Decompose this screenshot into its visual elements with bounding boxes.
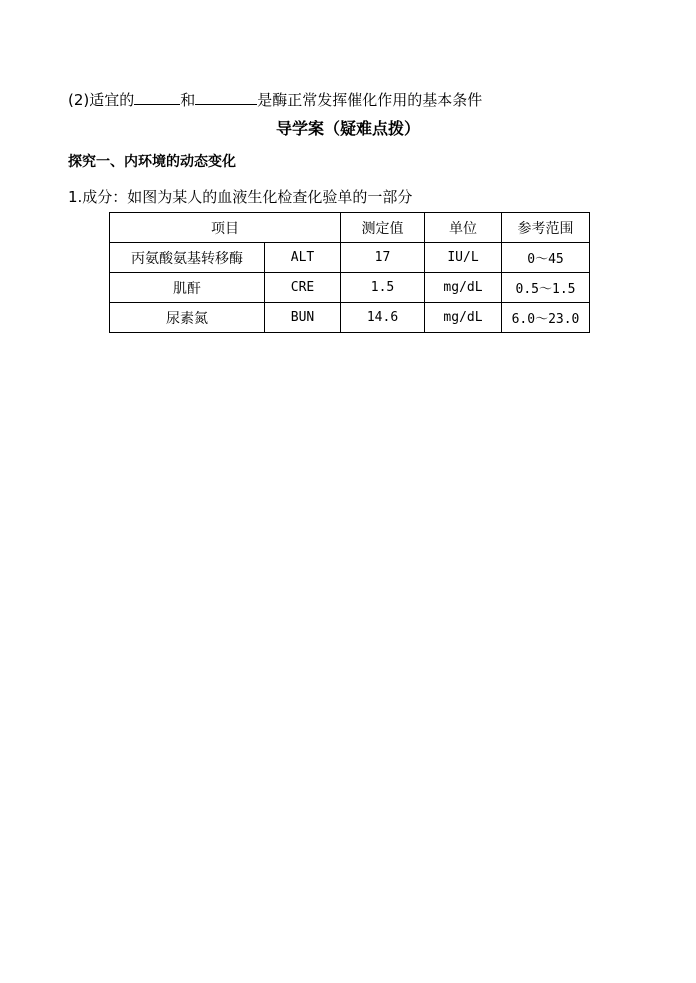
item-unit: mg/dL (425, 273, 502, 303)
table-row (110, 243, 590, 273)
item-value: 14.6 (341, 303, 425, 333)
table-row (110, 273, 590, 303)
item-unit: IU/L (425, 243, 502, 273)
item-range: 6.0～23.0 (502, 303, 590, 333)
sentence-suffix: 是酶正常发挥催化作用的基本条件 (257, 91, 483, 109)
sentence-prefix: (2)适宜的 (68, 91, 135, 109)
lab-results-table (109, 212, 590, 333)
header-range: 参考范围 (502, 213, 590, 243)
sentence-middle: 和 (180, 91, 196, 109)
item-range: 0～45 (502, 243, 590, 273)
item-name: 肌酐 (110, 273, 265, 303)
header-unit: 单位 (425, 213, 502, 243)
page-title: 导学案（疑难点拨） (275, 119, 420, 138)
item-code: ALT (265, 243, 341, 273)
blank-1 (134, 90, 180, 105)
fill-in-sentence (68, 89, 482, 110)
table-row (110, 303, 590, 333)
intro-text: 1.成分：如图为某人的血液生化检查化验单的一部分 (68, 188, 413, 206)
section-heading: 探究一、内环境的动态变化 (68, 154, 236, 170)
item-value: 1.5 (341, 273, 425, 303)
item-name: 丙氨酸氨基转移酶 (110, 243, 265, 273)
table-header-row (110, 213, 590, 243)
item-unit: mg/dL (425, 303, 502, 333)
blank-2 (195, 90, 257, 105)
header-value: 测定值 (341, 213, 425, 243)
item-range: 0.5～1.5 (502, 273, 590, 303)
item-code: BUN (265, 303, 341, 333)
item-value: 17 (341, 243, 425, 273)
header-item: 项目 (110, 213, 341, 243)
item-name: 尿素氮 (110, 303, 265, 333)
item-code: CRE (265, 273, 341, 303)
